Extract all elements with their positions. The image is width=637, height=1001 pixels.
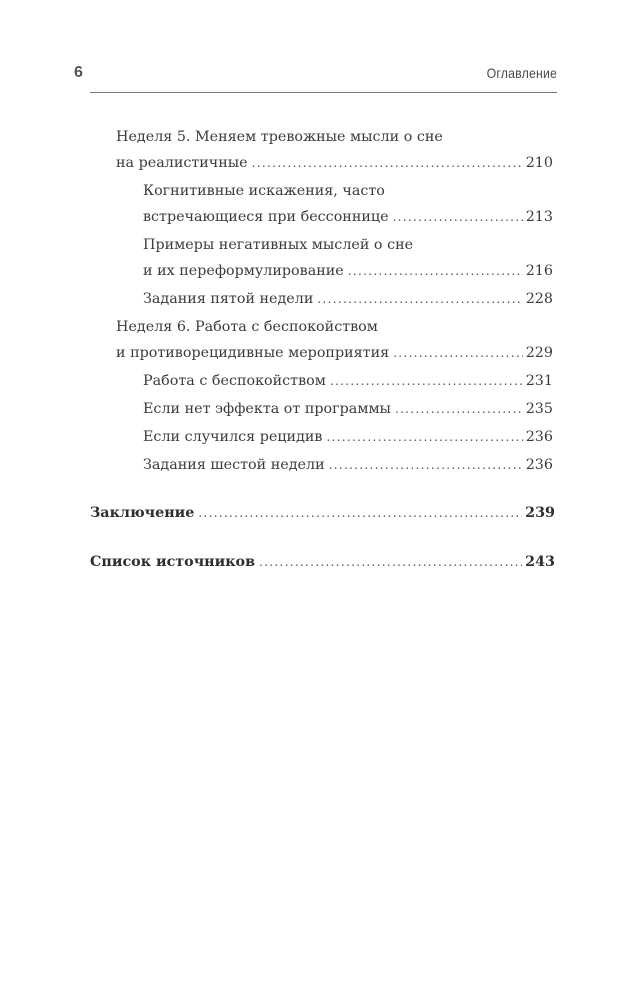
toc-entry-title-line: Задания пятой недели — [143, 291, 314, 307]
header-rule — [90, 92, 557, 93]
dot-leader — [317, 286, 522, 312]
spacer — [0, 480, 637, 500]
toc-chapter-title: Список источников — [90, 554, 256, 570]
toc-entry-title-line: и их переформулирование — [143, 263, 344, 279]
toc-subentry[interactable] — [143, 368, 553, 394]
toc-chapter-references[interactable] — [90, 549, 555, 575]
toc-subentry[interactable] — [143, 452, 553, 478]
toc-page-number: 235 — [525, 401, 553, 417]
toc-entry-title-line: Если нет эффекта от программы — [143, 401, 391, 417]
toc-page-number: 216 — [525, 263, 553, 279]
toc-entry-title-line: и противорецидивные мероприятия — [116, 345, 390, 361]
dot-leader — [393, 340, 523, 366]
running-header — [74, 62, 557, 93]
toc-page-number: 239 — [525, 505, 555, 521]
toc-entry-title-line: Когнитивные искажения, часто — [143, 183, 385, 199]
toc-page-number: 228 — [525, 291, 553, 307]
toc-entry-title-line: Примеры негативных мыслей о сне — [143, 237, 414, 253]
toc-page-number: 236 — [525, 457, 553, 473]
toc-entry-title-line: Неделя 5. Меняем тревожные мысли о сне — [116, 129, 443, 145]
page-number: 6 — [74, 64, 83, 81]
dot-leader — [348, 258, 523, 284]
toc-entry-title-line: на реалистичные — [116, 155, 248, 171]
dot-leader — [252, 150, 523, 176]
toc-chapter-title: Заключение — [90, 505, 195, 521]
toc-entry-title-line: встречающиеся при бессоннице — [143, 209, 389, 225]
spacer — [0, 528, 637, 549]
dot-leader — [326, 424, 522, 450]
dot-leader — [329, 452, 523, 478]
toc-page-number: 229 — [525, 345, 553, 361]
toc-subentry[interactable] — [143, 178, 553, 230]
dot-leader — [395, 396, 523, 422]
toc-entry-week6[interactable] — [116, 314, 553, 366]
dot-leader — [259, 549, 522, 575]
toc-subentry[interactable] — [143, 424, 553, 450]
toc-entry-title-line: Задания шестой недели — [143, 457, 325, 473]
running-title: Оглавление — [486, 65, 557, 81]
toc-entry-title-line: Неделя 6. Работа с беспокойством — [116, 319, 378, 335]
toc-chapter-conclusion[interactable] — [90, 500, 555, 526]
toc-subentry[interactable] — [143, 232, 553, 284]
toc-subentry[interactable] — [143, 396, 553, 422]
dot-leader — [330, 368, 523, 394]
toc-page-number: 236 — [525, 429, 553, 445]
toc-entry-week5[interactable] — [116, 124, 553, 176]
dot-leader — [198, 500, 522, 526]
toc-page-number: 210 — [525, 155, 553, 171]
toc-page-number: 243 — [525, 554, 555, 570]
toc-page-number: 231 — [525, 373, 553, 389]
table-of-contents — [0, 124, 637, 577]
toc-subentry[interactable] — [143, 286, 553, 312]
dot-leader — [393, 204, 523, 230]
toc-entry-title-line: Если случился рецидив — [143, 429, 323, 445]
toc-page-number: 213 — [525, 209, 553, 225]
toc-entry-title-line: Работа с беспокойством — [143, 373, 326, 389]
